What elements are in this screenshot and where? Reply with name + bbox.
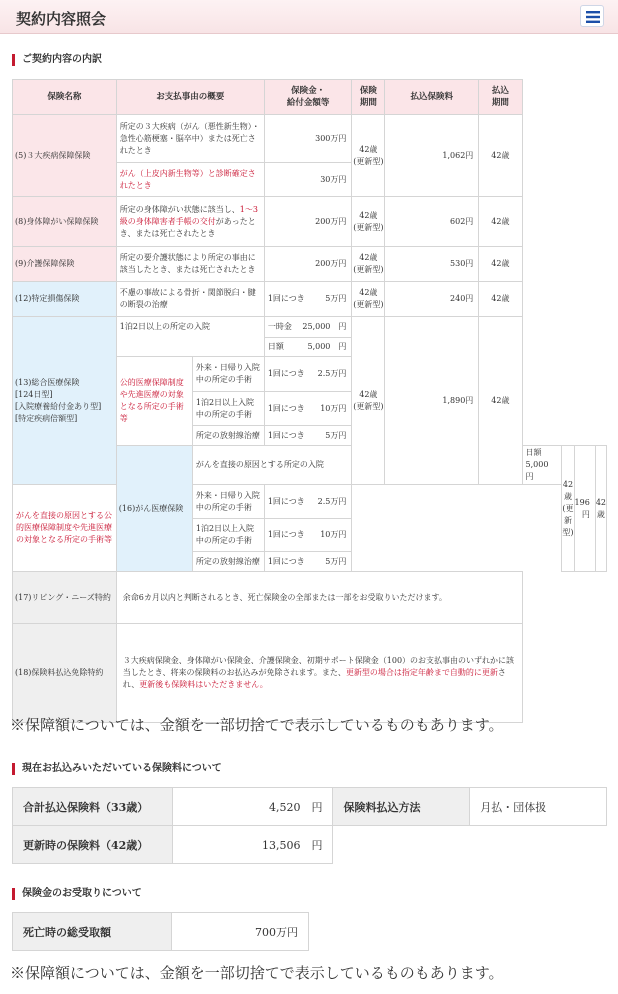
row-period: 42歳 (更新型) — [352, 282, 385, 317]
amount-value: 2.5万円 — [317, 369, 347, 378]
row-name: (5)３大疾病保障保険 — [13, 115, 117, 197]
payment-method-label: 保険料払込方法 — [333, 788, 470, 826]
amount-value: 10万円 — [320, 403, 347, 413]
amount-value: 5万円 — [325, 430, 347, 440]
reason-highlight: 1〜3級の身体障害者手帳の交付 — [119, 204, 258, 226]
row-premium: 602円 — [385, 197, 479, 247]
desc-part: され、 — [122, 668, 506, 689]
row-amount — [264, 485, 352, 519]
amount-unit: 1回につき — [267, 556, 305, 566]
app-header — [0, 0, 618, 34]
row-pay-period: 42歳 — [479, 317, 522, 485]
total-premium-value: 4,520 円 — [172, 788, 333, 826]
row-amount — [264, 282, 352, 317]
row-period: 42歳 (更新型) — [352, 317, 385, 485]
table-row — [13, 624, 607, 723]
desc-part: ３大疾病保険金、身体障がい保険金、介護保険金、初期サポート保険金（100）のお支払事由のいずれかに該当したとき、将来の保険料のお払込みが免除されます。また、 — [122, 656, 515, 677]
renewal-premium-label: 更新時の保険料（42歳） — [13, 826, 173, 864]
row-amount — [264, 552, 352, 572]
row-reason — [116, 197, 264, 247]
row-name: (18)保険料払込免除特約 — [13, 624, 117, 723]
contract-breakdown-table-body — [12, 79, 607, 723]
amount-unit: 日額 — [525, 448, 542, 457]
table-row — [13, 485, 607, 519]
payout-section-title: 保険金のお受取りについて — [12, 888, 142, 900]
row-amount — [264, 317, 352, 338]
row-reason: 1泊2日以上の所定の入院 — [116, 317, 264, 357]
page-title: 契約内容照会 — [16, 10, 107, 28]
row-reason: 所定の３大疾病（がん（悪性新生物）・急性心筋梗塞・脳卒中）または死亡されたとき — [116, 115, 264, 163]
sub-reason: 1泊2日以上入院中の所定の手術 — [192, 519, 264, 552]
row-name: (16)がん医療保険 — [116, 446, 192, 572]
row-description — [116, 624, 522, 723]
breakdown-section-title: ご契約内容の内訳 — [12, 54, 102, 66]
row-name: (9)介護保障保険 — [13, 247, 117, 282]
table-row — [13, 317, 607, 338]
row-premium: 240円 — [385, 282, 479, 317]
table-row — [13, 115, 607, 163]
row-pay-period: 42歳 — [595, 446, 606, 572]
amount-note-bottom: ※保障額については、金額を一部切捨てで表示しているものもあります。 — [10, 964, 504, 982]
col-header-premium: 払込保険料 — [385, 80, 479, 115]
desc-highlight: 更新型の場合は指定年齢まで自動的に更新 — [345, 668, 498, 677]
row-amount — [264, 519, 352, 552]
row-description: 余命6カ月以内と判断されるとき、死亡保険金の全部または一部をお受取りいただけます。 — [116, 572, 522, 624]
col-header-name: 保険名称 — [13, 80, 117, 115]
row-premium: 1,062円 — [385, 115, 479, 197]
reason-part: があったとき、または死亡されたとき — [119, 216, 256, 238]
amount-value: 2.5万円 — [317, 496, 347, 506]
row-amount: 30万円 — [264, 163, 352, 197]
row-name: (8)身体障がい保障保険 — [13, 197, 117, 247]
row-name: (13)総合医療保険 [124日型] [入院療養給付金あり型] [特定疾病倍額型] — [13, 317, 117, 485]
table-row — [13, 572, 607, 624]
row-reason: 不慮の事故による骨折・関節脱臼・腱の断裂の治療 — [116, 282, 264, 317]
amount-unit: 1回につき — [267, 430, 305, 440]
table-header-row — [13, 80, 607, 115]
death-payout-label: 死亡時の総受取額 — [13, 913, 172, 951]
row-name: (17)リビング・ニーズ特約 — [13, 572, 117, 624]
col-header-reason: お支払事由の概要 — [116, 80, 264, 115]
row-period: 42歳 (更新型) — [352, 115, 385, 197]
amount-value: 25,000 円 — [302, 322, 347, 331]
amount-value: 5,000 円 — [307, 342, 347, 351]
col-header-pay-period: 払込 期間 — [479, 80, 522, 115]
menu-button[interactable] — [580, 5, 604, 27]
amount-value: 10万円 — [320, 530, 347, 539]
row-pay-period: 42歳 — [479, 115, 522, 197]
amount-value: 5,000 円 — [525, 460, 557, 481]
col-header-amount: 保険金・ 給付金額等 — [264, 80, 352, 115]
row-amount: 200万円 — [264, 197, 352, 247]
row-amount — [264, 338, 352, 357]
row-reason: がんを直接の原因とする所定の入院 — [192, 446, 352, 485]
row-premium: 196円 — [574, 446, 595, 572]
amount-unit: 1回につき — [267, 496, 305, 506]
col-header-period: 保険 期間 — [352, 80, 385, 115]
sub-reason: 所定の放射線治療 — [192, 552, 264, 572]
sub-reason: 1泊2日以上入院中の所定の手術 — [192, 392, 264, 426]
row-period: 42歳 (更新型) — [562, 446, 574, 572]
row-premium: 530円 — [385, 247, 479, 282]
row-amount — [264, 392, 352, 426]
total-premium-label: 合計払込保険料（33歳） — [13, 788, 173, 826]
row-pay-period: 42歳 — [479, 247, 522, 282]
death-payout-value: 700万円 — [172, 913, 309, 951]
row-premium: 1,890円 — [385, 317, 479, 485]
row-amount — [264, 357, 352, 392]
sub-reason: 外来・日帰り入院中の所定の手術 — [192, 485, 264, 519]
row-amount — [264, 426, 352, 446]
row-amount: 300万円 — [264, 115, 352, 163]
row-amount: 200万円 — [264, 247, 352, 282]
amount-unit: 1回につき — [267, 403, 305, 413]
row-reason-red: がんを直接の原因とする公的医療保障制度や先進医療の対象となる所定の手術等 — [13, 485, 117, 572]
amount-unit: 一時金 — [267, 322, 292, 331]
table-row — [13, 247, 607, 282]
payout-table — [12, 912, 309, 951]
amount-unit: 1回につき — [267, 294, 305, 303]
amount-note: ※保障額については、金額を一部切捨てで表示しているものもあります。 — [10, 716, 504, 734]
sub-reason: 外来・日帰り入院中の所定の手術 — [192, 357, 264, 392]
table-row — [13, 282, 607, 317]
amount-unit: 日額 — [267, 342, 284, 351]
desc-highlight: 更新後も保険料はいただきません。 — [139, 680, 268, 689]
payment-method-value: 月払・団体扱 — [470, 788, 607, 826]
premium-section-title: 現在お払込みいただいている保険料について — [12, 763, 222, 775]
row-reason-red: がん（上皮内新生物等）と診断確定されたとき — [116, 163, 264, 197]
reason-part: 所定の身体障がい状態に該当し、 — [119, 204, 240, 214]
amount-unit: 1回につき — [267, 530, 305, 539]
row-period: 42歳 (更新型) — [352, 197, 385, 247]
hamburger-menu-icon — [585, 10, 601, 24]
amount-value: 5万円 — [325, 294, 347, 303]
row-reason: 所定の要介護状態により所定の事由に該当したとき、または死亡されたとき — [116, 247, 264, 282]
table-row — [13, 197, 607, 247]
row-pay-period: 42歳 — [479, 197, 522, 247]
row-reason-red: 公的医療保障制度や先進医療の対象となる所定の手術等 — [116, 357, 192, 446]
row-amount — [522, 446, 562, 485]
row-name: (12)特定損傷保険 — [13, 282, 117, 317]
renewal-premium-value: 13,506 円 — [172, 826, 333, 864]
amount-unit: 1回につき — [267, 369, 305, 378]
premium-table — [12, 787, 607, 864]
row-period: 42歳 (更新型) — [352, 247, 385, 282]
row-pay-period: 42歳 — [479, 282, 522, 317]
amount-value: 5万円 — [325, 556, 347, 566]
sub-reason: 所定の放射線治療 — [192, 426, 264, 446]
